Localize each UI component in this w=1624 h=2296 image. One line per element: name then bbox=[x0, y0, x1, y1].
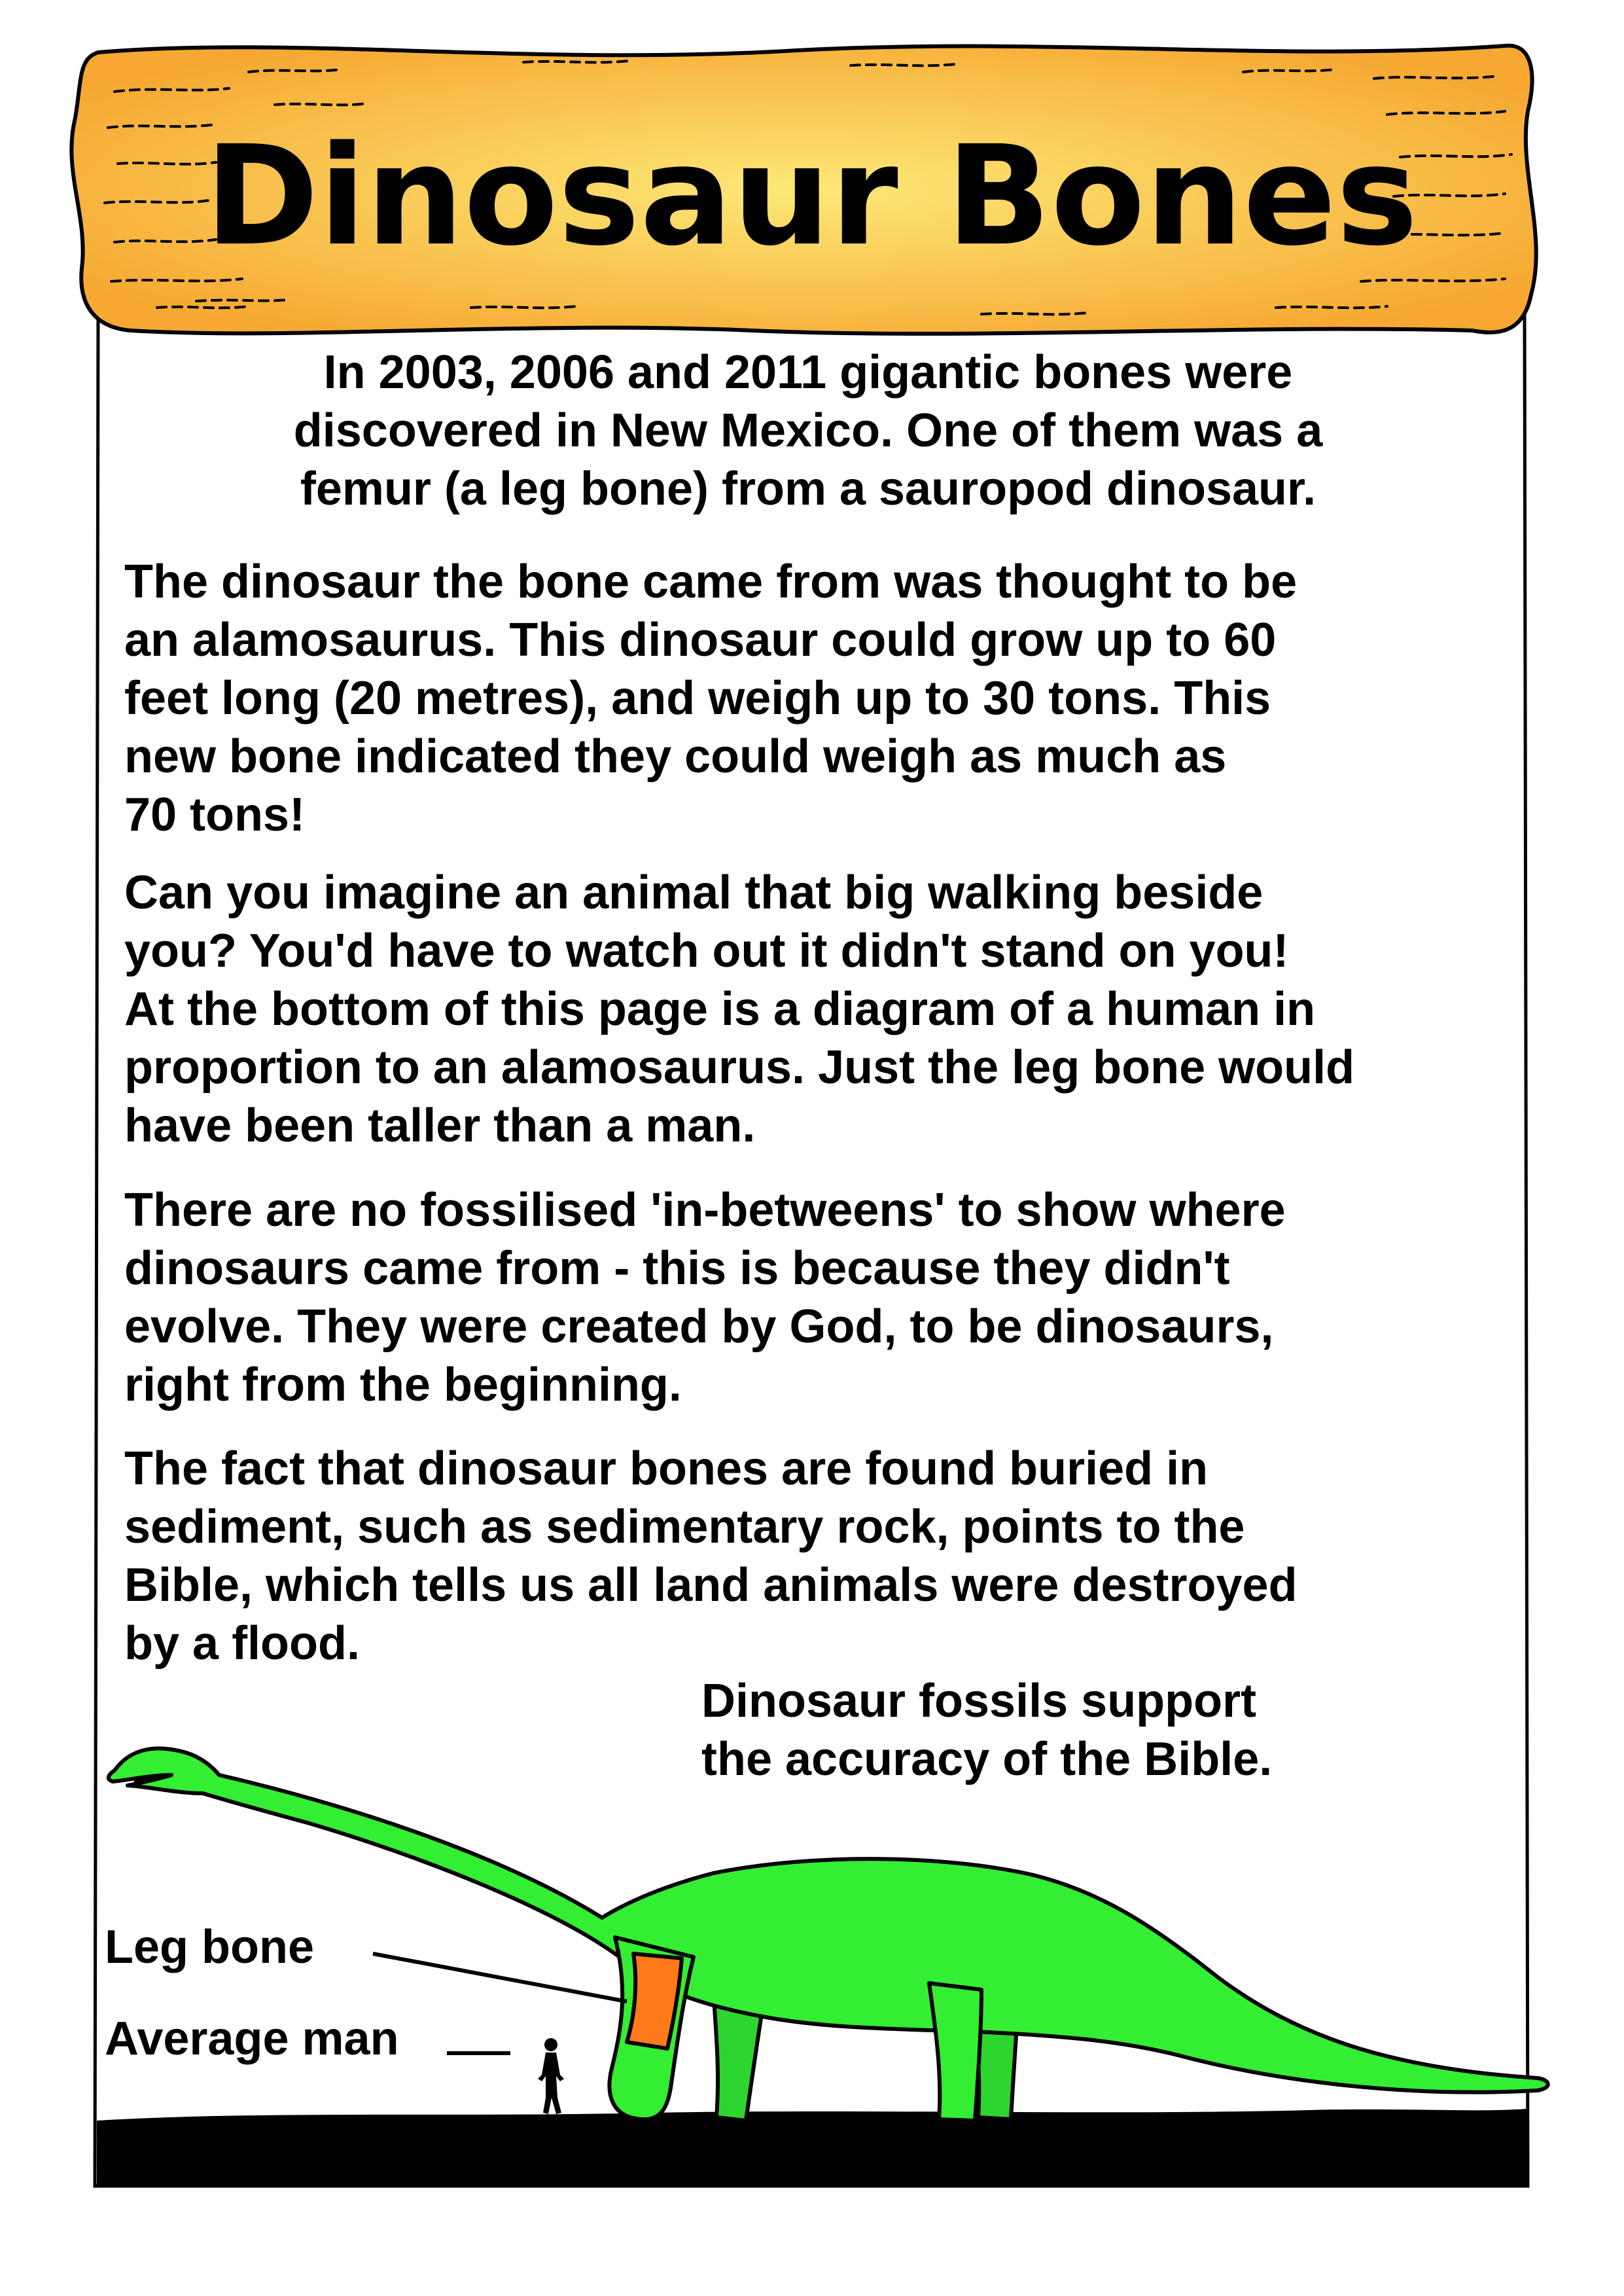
paragraph-sediment: The fact that dinosaur bones are found buried in sediment, such as sedimentary rock, points to the Bible, which tells us all land animals were destroyed by a flood. bbox=[124, 1443, 1297, 1670]
leg-bone-label: Leg bone bbox=[105, 1921, 314, 1973]
ground bbox=[97, 2109, 1527, 2186]
paragraph-imagine: Can you imagine an animal that big walking beside you? You'd have to watch out it didn't stand on you! At the bottom of this page is a diagram of a human in proportion to an alamosaurus. Just the leg bone would have been taller than a man. bbox=[124, 867, 1355, 1152]
paragraph-in-betweens: There are no fossilised 'in-betweens' to show where dinosaurs came from - this is because they didn't evolve. They were created by God, to be dinosaurs, right from the beginning. bbox=[124, 1184, 1286, 1411]
leg-bone-pointer bbox=[373, 1954, 627, 2001]
page-title: Dinosaur Bones bbox=[204, 116, 1419, 276]
paragraph-alamosaurus: The dinosaur the bone came from was thought to be an alamosaurus. This dinosaur could grow up to 60 feet long (20 metres), and weigh up to 30 tons. This new bone indicated they could weigh as much as 70 tons! bbox=[124, 556, 1297, 841]
average-man-figure bbox=[538, 2038, 564, 2114]
paragraph-support: Dinosaur fossils support the accuracy of the Bible. bbox=[701, 1675, 1273, 1785]
average-man-label: Average man bbox=[105, 2013, 399, 2065]
intro-paragraph: In 2003, 2006 and 2011 gigantic bones were discovered in New Mexico. One of them was a femur (a leg bone) from a sauropod dinosaur. bbox=[293, 346, 1323, 515]
